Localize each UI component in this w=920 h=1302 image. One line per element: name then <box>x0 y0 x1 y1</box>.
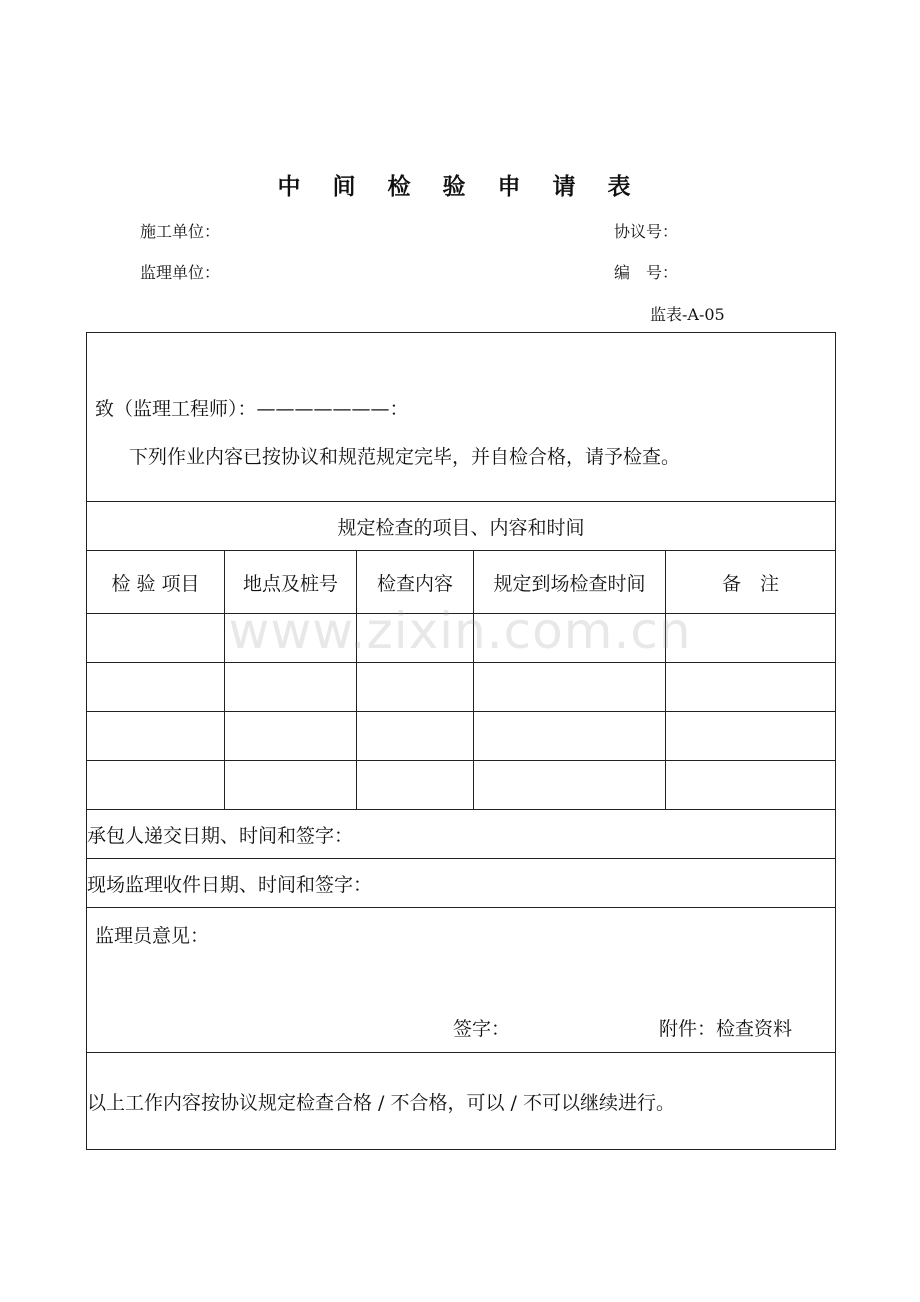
table-cell[interactable] <box>357 614 474 663</box>
table-cell[interactable] <box>87 712 225 761</box>
table-cell[interactable] <box>357 761 474 810</box>
section-title: 规定检查的项目、内容和时间 <box>87 502 836 551</box>
onsite-receive-field[interactable]: 现场监理收件日期、时间和签字： <box>87 859 836 908</box>
supervisor-label: 监理单位： <box>140 263 221 282</box>
addressee-line: 致（监理工程师）：———————： <box>95 398 409 420</box>
table-row <box>87 712 836 761</box>
opinion-label: 监理员意见： <box>95 925 210 947</box>
onsite-receive-row <box>87 859 836 908</box>
table-cell[interactable] <box>474 761 666 810</box>
attachment-label: 附件：检查资料 <box>659 1018 793 1040</box>
column-header-row <box>87 551 836 614</box>
column-header-time: 规定到场检查时间 <box>474 551 666 614</box>
signature-label: 签字： <box>453 1018 511 1040</box>
table-cell[interactable] <box>87 614 225 663</box>
table-row <box>87 761 836 810</box>
table-cell[interactable] <box>87 663 225 712</box>
table-cell[interactable] <box>666 663 836 712</box>
conclusion-row <box>87 1053 836 1150</box>
column-header-location: 地点及桩号 <box>225 551 357 614</box>
section-header-row <box>87 502 836 551</box>
serial-number-label: 编 号： <box>614 263 679 282</box>
request-statement: 下列作业内容已按协议和规范规定完毕，并自检合格，请予检查。 <box>129 446 681 468</box>
table-cell[interactable] <box>225 614 357 663</box>
watermark: www.zixin.com.cn <box>228 602 692 660</box>
table-cell[interactable] <box>225 761 357 810</box>
table-cell[interactable] <box>87 761 225 810</box>
contractor-submit-field[interactable]: 承包人递交日期、时间和签字： <box>87 810 836 859</box>
table-cell[interactable] <box>666 614 836 663</box>
table-cell[interactable] <box>357 663 474 712</box>
table-cell[interactable] <box>225 663 357 712</box>
contractor-submit-row <box>87 810 836 859</box>
table-cell[interactable] <box>474 663 666 712</box>
table-cell[interactable] <box>357 712 474 761</box>
table-cell[interactable] <box>225 712 357 761</box>
column-header-content: 检查内容 <box>357 551 474 614</box>
table-row <box>87 663 836 712</box>
inspection-form <box>86 332 836 1150</box>
agreement-number-label: 协议号： <box>614 222 679 241</box>
table-cell[interactable] <box>666 712 836 761</box>
table-cell[interactable] <box>474 614 666 663</box>
table-cell[interactable] <box>666 761 836 810</box>
table-row <box>87 614 836 663</box>
supervisor-opinion-row <box>87 908 836 1053</box>
table-cell[interactable] <box>474 712 666 761</box>
column-header-remarks: 备 注 <box>666 551 836 614</box>
addressee-row <box>87 333 836 502</box>
form-code: 监表-A-05 <box>650 305 725 324</box>
conclusion-text: 以上工作内容按协议规定检查合格 / 不合格，可以 / 不可以继续进行。 <box>87 1053 836 1150</box>
page-title: 中 间 检 验 申 请 表 <box>277 174 643 200</box>
column-header-item: 检 验 项目 <box>87 551 225 614</box>
contractor-label: 施工单位： <box>140 222 221 241</box>
